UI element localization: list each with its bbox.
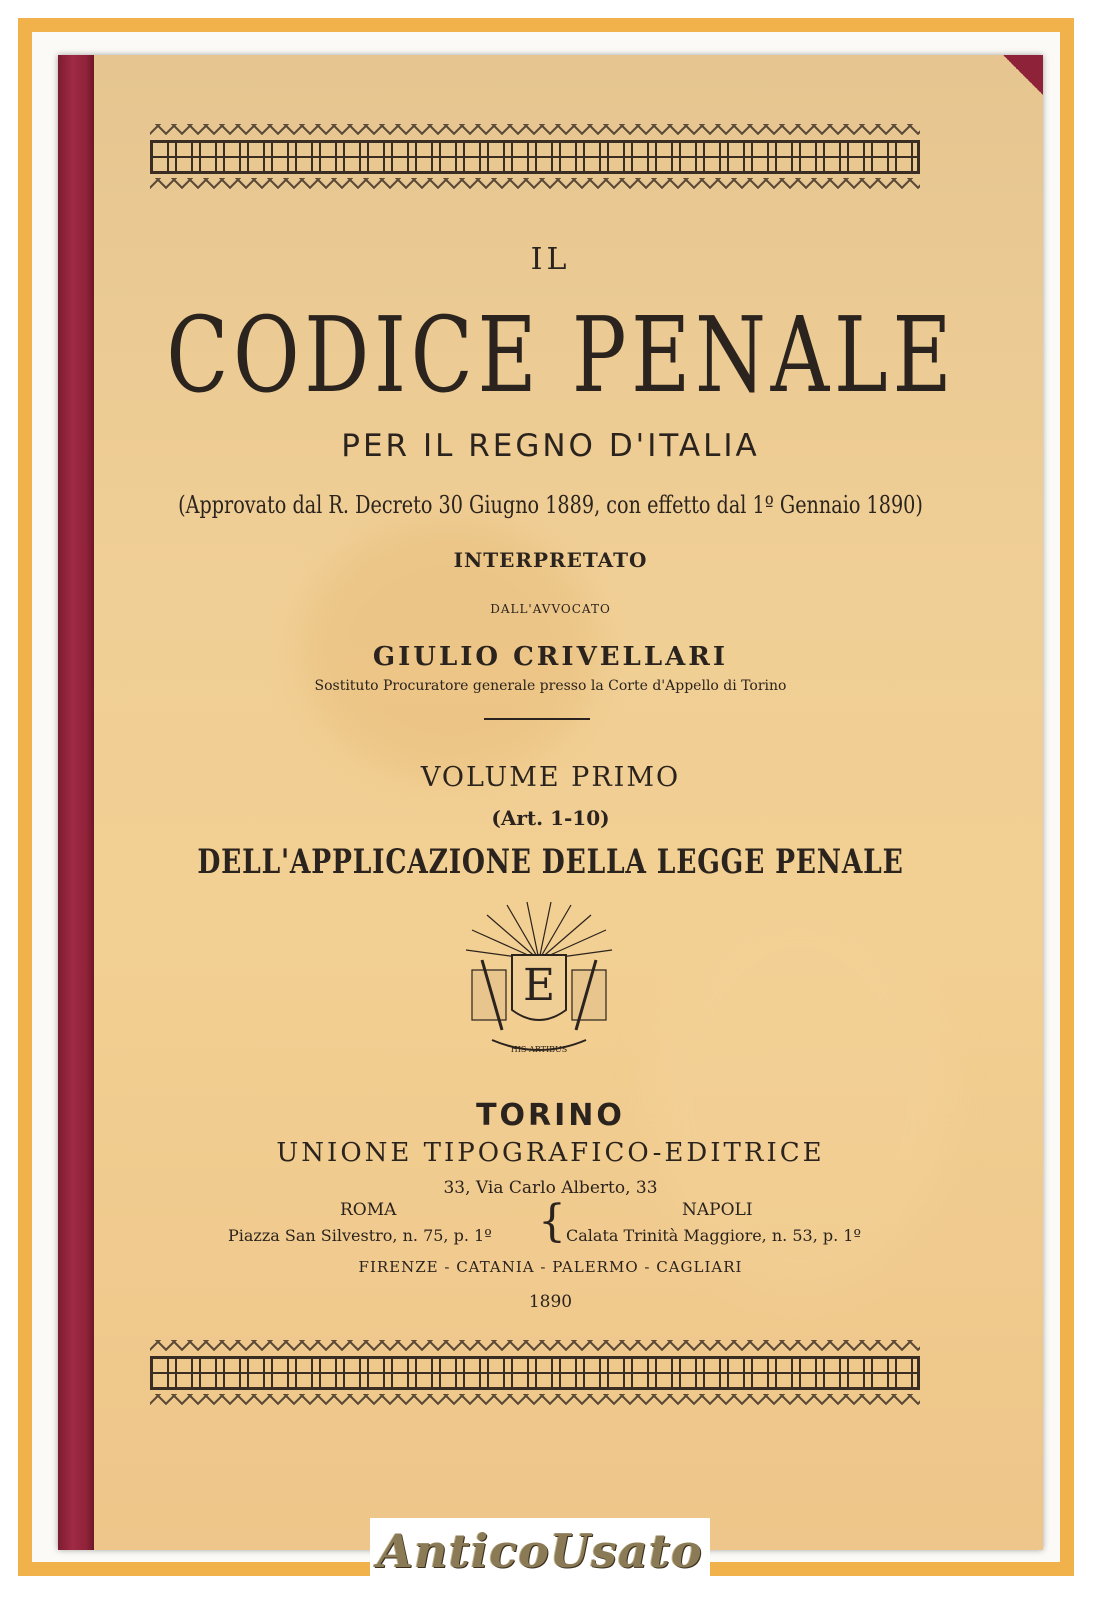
branch-roma-address: Piazza San Silvestro, n. 75, p. 1º [228,1226,492,1245]
branch-napoli-address: Calata Trinità Maggiore, n. 53, p. 1º [566,1226,861,1245]
publisher-name: UNIONE TIPOGRAFICO-EDITRICE [276,1138,825,1168]
bottom-greek-key-band [150,1356,920,1390]
cover-corner [1003,55,1043,95]
author-name: GIULIO CRIVELLARI [372,642,729,672]
publication-year: 1890 [528,1292,573,1312]
publisher-city: TORINO [476,1098,625,1133]
top-ornament-zigzag [150,178,920,190]
bottom-ornament-zigzag [150,1340,920,1352]
book-spine [58,55,94,1550]
branch-cities: FIRENZE - CATANIA - PALERMO - CAGLIARI [358,1258,743,1276]
watermark-logo [370,1518,710,1584]
divider-rule [484,718,590,720]
book-title: CODICE PENALE [166,294,957,416]
bottom-ornament-zigzag [150,1394,920,1406]
branch-roma: ROMA [340,1200,397,1220]
approval-note: (Approvato dal R. Decreto 30 Giugno 1889, con effetto dal 1º Gennaio 1890) [178,491,923,519]
section-title: DELL'APPLICAZIONE DELLA LEGGE PENALE [197,842,904,882]
publisher-emblem-icon [462,900,616,1070]
volume-label: VOLUME PRIMO [420,762,681,793]
top-ornament-zigzag [150,124,920,136]
interpreted-label: INTERPRETATO [453,548,648,572]
author-role: Sostituto Procuratore generale presso la Corte d'Appello di Torino [314,678,787,694]
book-subtitle: PER IL REGNO D'ITALIA [341,428,760,464]
watermark-text: AnticoUsato [377,1524,703,1578]
top-greek-key-band [150,140,920,174]
publisher-address: 33, Via Carlo Alberto, 33 [443,1178,658,1198]
branch-napoli: NAPOLI [682,1200,753,1220]
emblem-motto: HIS ARTIBUS [510,1045,568,1054]
articles-range: (Art. 1-10) [491,806,610,830]
emblem-rays [466,902,612,960]
title-article: IL [530,242,571,277]
book-cover [58,55,1043,1550]
brace-separator: { [538,1196,566,1247]
emblem-letters: E [522,960,556,1011]
by-label: DALL'AVVOCATO [490,602,611,616]
